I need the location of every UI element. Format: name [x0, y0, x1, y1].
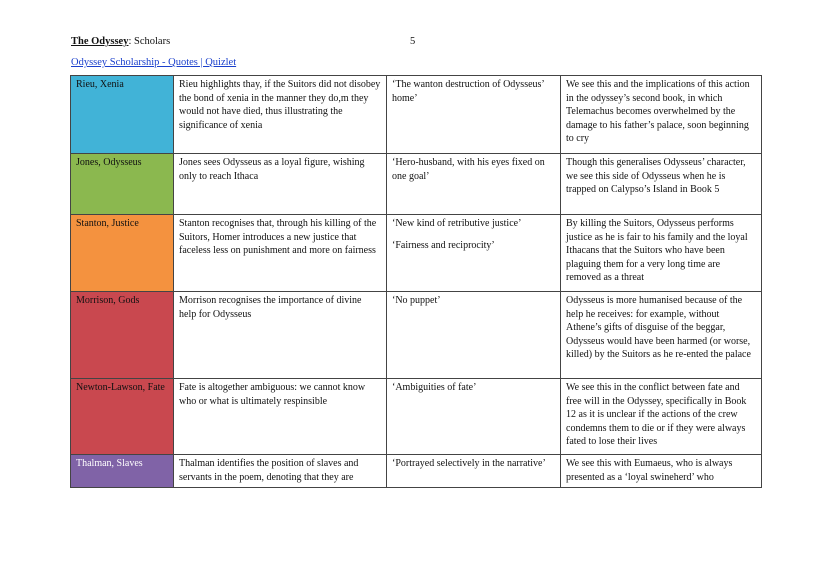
scholar-cell: [71, 76, 174, 154]
quote-cell: ‘Hero-husband, with his eyes fixed on one goal’: [387, 154, 561, 215]
scholar-cell: [71, 215, 174, 292]
analysis-cell: We see this with Eumaeus, who is always presented as a ‘loyal swineherd’ who: [561, 455, 762, 488]
table-row: [71, 76, 762, 154]
explanation-cell: Morrison recognises the importance of divine help for Odysseus: [174, 292, 387, 379]
scholar-cell: [71, 292, 174, 379]
quizlet-link[interactable]: Odyssey Scholarship - Quotes | Quizlet: [71, 57, 237, 68]
document-subtitle: : Scholars: [128, 36, 171, 47]
analysis-cell: Odysseus is more humanised because of the help he receives: for example, without Athene’s gifts of disguise of the beggar, Odysseus would have been harmed (or worse, killed) by the Suitors as he re-ented the palace: [561, 292, 762, 379]
analysis-cell: By killing the Suitors, Odysseus performs justice as he is fair to his family and the loyal Ithacans that the Suitors who have been plaguing them for a very long time are removed as a threat: [561, 215, 762, 292]
analysis-cell: We see this and the implications of this action in the odyssey’s second book, in which Telemachus becomes overwhelmed by the damage to his father’s palace, soon beginning to cry: [561, 76, 762, 154]
table-row: [71, 154, 762, 215]
explanation-cell: Rieu highlights thay, if the Suitors did not disobey the bond of xenia in the manner they do,m they would not have died, thus illustrating the significance of xenia: [174, 76, 387, 154]
table-row: [71, 292, 762, 379]
explanation-cell: Thalman identifies the position of slaves and servants in the poem, denoting that they are: [174, 455, 387, 488]
scholar-name: Newton-Lawson, Fate: [76, 382, 165, 393]
explanation-cell: Jones sees Odysseus as a loyal figure, wishing only to reach Ithaca: [174, 154, 387, 215]
quote-cell: ‘Ambiguities of fate’: [387, 379, 561, 455]
page-number: 5: [410, 36, 416, 47]
quote-cell: [387, 215, 561, 292]
document-header: [71, 36, 170, 47]
table-row: [71, 215, 762, 292]
document-title: The Odyssey: [71, 36, 129, 47]
scholar-name: Stanton, Justice: [76, 218, 139, 229]
table-row: [71, 379, 762, 455]
scholar-name: Rieu, Xenia: [76, 79, 124, 90]
scholar-cell: [71, 379, 174, 455]
quote-cell: ‘The wanton destruction of Odysseus’ home’: [387, 76, 561, 154]
quote-text-secondary: ‘Fairness and reciprocity’: [392, 239, 495, 251]
scholar-name: Morrison, Gods: [76, 295, 140, 306]
scholar-cell: [71, 455, 174, 488]
quote-cell: ‘Portrayed selectively in the narrative’: [387, 455, 561, 488]
quote-text: ‘New kind of retributive justice’: [392, 218, 522, 229]
scholar-name: Thalman, Slaves: [76, 458, 143, 469]
scholar-name: Jones, Odysseus: [76, 157, 142, 168]
explanation-cell: Stanton recognises that, through his killing of the Suitors, Homer introduces a new justice that faceless less on punishment and more on fairness: [174, 215, 387, 292]
scholars-table: [70, 75, 762, 488]
analysis-cell: Though this generalises Odysseus’ character, we see this side of Odysseus when he is trapped on Calypso’s Island in Book 5: [561, 154, 762, 215]
explanation-cell: Fate is altogether ambiguous: we cannot know who or what is ultimately respinsible: [174, 379, 387, 455]
scholar-cell: [71, 154, 174, 215]
table-row: [71, 455, 762, 488]
quote-cell: ‘No puppet’: [387, 292, 561, 379]
analysis-cell: We see this in the conflict between fate and free will in the Odyssey, specifically in Book 12 as it is unclear if the actions of the crew condemns them to die or if they were always fated to lose their lives: [561, 379, 762, 455]
